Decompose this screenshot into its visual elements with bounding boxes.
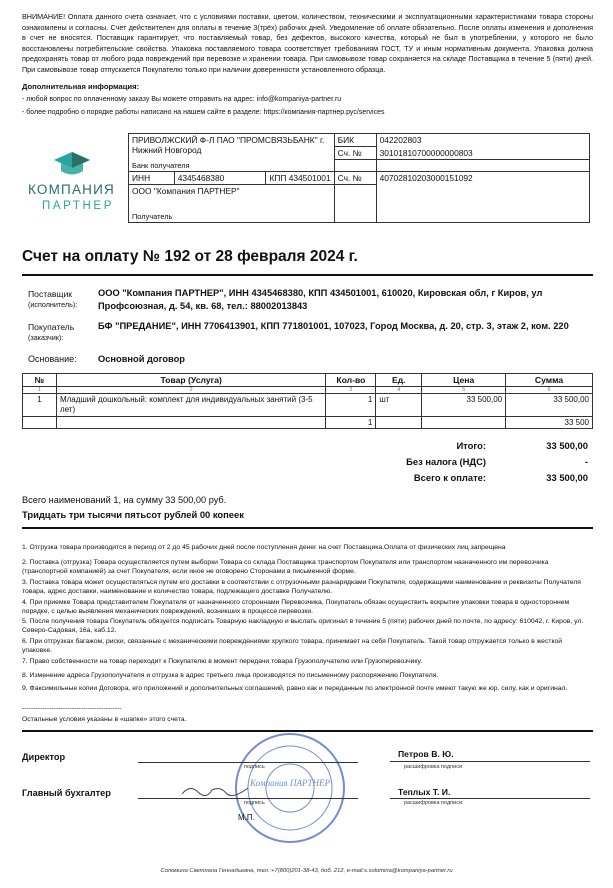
title-divider bbox=[22, 274, 593, 276]
itogo-label: Итого: bbox=[456, 440, 486, 451]
director-decode-line bbox=[390, 761, 590, 762]
director-decode-caption: расшифровка подписи bbox=[404, 764, 463, 770]
director-label: Директор bbox=[22, 752, 66, 762]
accountant-decode-line bbox=[390, 798, 590, 799]
supplier-label-block bbox=[28, 289, 77, 309]
ks-value: 30101810700000000803 bbox=[376, 147, 589, 160]
term-5: 5. После получения товара Покупатель обязуется подписать Товарную накладную и выслать оригинал в течение 5 (пяти) рабочих дней по почте, по адресу: 610042, г. Киров, ул. Северо-Садовая, 16а, каб.12. bbox=[22, 618, 584, 634]
mp-label: М.П. bbox=[238, 813, 255, 822]
nds-label: Без налога (НДС) bbox=[406, 456, 486, 467]
supplier-label: Поставщик bbox=[28, 289, 73, 299]
basis-label: Основание: bbox=[28, 354, 77, 364]
summary-divider bbox=[22, 527, 593, 529]
table-row bbox=[23, 394, 593, 417]
bik-value: 042202803 bbox=[376, 134, 589, 147]
bank-details-table bbox=[128, 133, 590, 223]
payment-notice: ВНИМАНИЕ! Оплата данного счета означает, что с условиями поставки, цветом, количеством, техническими и эксплуатационными характеристиками товара стороны ознакомлены и согласны. Счет действителен для оплаты в течение 3(трёх) рабочих дней. Уведомление об оплате обязательно. После оплаты изменения и дополнения в счет не вносятся. Поставщик гарантирует, что поставляемый товар, без дефектов, высокого качества, который не был в употреблении, у которого не было восстановлены потребительские свойства. Упаковка поставляемого товара соответствует требованиям ГОСТ, ТУ и иным нормативным документа. Упаковка должна предохранять товар от любого рода повреждений при перевозке и хранении товара. При самовывозе товар сохраняется на складе Поставщика в течение 5 (пяти) дней. При самовывозе товар отпускается Покупателю только при наличии доверенности установленного образца. bbox=[22, 12, 593, 74]
total-sum: 33 500 bbox=[506, 417, 593, 429]
company-logo bbox=[28, 150, 128, 220]
director-sign-line bbox=[138, 762, 358, 763]
term-4: 4. При приемке Товара представителем Покупателя от назначенного стороннами Перевозчика, Покупатель обязан осуществить вскрытие упаковки товара в одностороннем порядке, с целью выявления механических повреждений, возникших в процессе перевозки. bbox=[22, 599, 570, 615]
col-header-qty: Кол-во bbox=[326, 374, 376, 387]
additional-info-heading: Дополнительная информация: bbox=[22, 82, 140, 91]
row-sum: 33 500,00 bbox=[506, 394, 593, 417]
row-item-name: Младший дошкольный: комплект для индивидуальных занятий (3-5 лет) bbox=[56, 394, 325, 417]
colnum: 4 bbox=[376, 387, 422, 394]
row-unit: шт bbox=[376, 394, 422, 417]
terms-footer-note: Остальные условия указаны в «шапке» этого счета. bbox=[22, 716, 187, 723]
info-line-email: - любой вопрос по оплаченному заказу Вы можете отправить на адрес: info@kompaniya-partner.ru bbox=[22, 96, 342, 103]
kpp-value: 434501001 bbox=[288, 172, 331, 183]
row-number: 1 bbox=[23, 394, 57, 417]
recipient-org: ООО "Компания ПАРТНЕР" bbox=[129, 184, 335, 211]
bik-label: БИК bbox=[334, 134, 376, 147]
col-header-number: № bbox=[23, 374, 57, 387]
term-9: 9. Факсимильные копии Договора, его приложений и дополнительных соглашений, равно как и переданные по электронной почте имеют такую же юр. силу, как и оригинал. bbox=[22, 685, 568, 692]
col-header-item: Товар (Услуга) bbox=[56, 374, 325, 387]
supplier-sublabel: (исполнитель): bbox=[28, 300, 78, 309]
acc-value: 40702810203000151092 bbox=[376, 171, 589, 184]
itogo-value: 33 500,00 bbox=[546, 440, 588, 451]
summary-count: Всего наименований 1, на сумму 33 500,00 руб. bbox=[22, 495, 227, 505]
accountant-decode-caption: расшифровка подписи bbox=[404, 800, 463, 806]
term-1: 1. Отгрузка товара производится в период от 2 до 45 рабочих дней после поступления денег на счет Поставщика.Оплата от физических лиц запрещена bbox=[22, 544, 506, 551]
term-3: 3. Поставка товара может осуществляться путем его доставки в соответствии с отгрузочными разнарядками Покупателя, содержащими наименование и реквизиты Получателя товара, адрес доставки, наименование и количество товара, подлежащего доставке Получателю. bbox=[22, 579, 581, 595]
stamp-text: Компания ПАРТНЕР bbox=[250, 778, 330, 788]
ks-label: Сч. № bbox=[334, 147, 376, 160]
kpp-label: КПП bbox=[269, 172, 287, 183]
inn-label: ИНН bbox=[129, 171, 175, 184]
contact-footer: Соломина Светлана Геннадьевна, тел.:+7(800)201-38-43, доб. 212, e-mail:s.solomina@kompaniya-partner.ru bbox=[160, 868, 453, 874]
kpp-cell bbox=[266, 171, 334, 184]
column-numbers-row bbox=[23, 387, 593, 394]
nds-value: - bbox=[584, 456, 588, 467]
colnum: 3 bbox=[326, 387, 376, 394]
term-8: 8. Изменение адреса Грузополучателя и отгрузка в адрес третьего лица производятся по письменному распоряжению Покупателя. bbox=[22, 672, 439, 679]
invoice-title: Счет на оплату № 192 от 28 февраля 2024 г. bbox=[22, 248, 358, 265]
buyer-sublabel: (заказчик): bbox=[28, 333, 64, 342]
term-7: 7. Право собственности на товар переходит к Покупателю в момент передачи товара Грузополучателю или Грузоперевозчику. bbox=[22, 658, 423, 665]
terms-separator: -------------------------------------------- bbox=[22, 705, 122, 712]
colnum: 6 bbox=[506, 387, 593, 394]
graduation-cap-icon bbox=[52, 150, 92, 180]
row-price: 33 500,00 bbox=[422, 394, 506, 417]
buyer-value: БФ "ПРЕДАНИЕ", ИНН 7706413901, КПП 771801001, 107023, Город Москва, д. 20, стр. 3, этаж 2, ком. 220 bbox=[98, 321, 569, 331]
items-table bbox=[22, 373, 593, 429]
buyer-label-block bbox=[28, 322, 74, 342]
colnum: 1 bbox=[23, 387, 57, 394]
buyer-label: Покупатель bbox=[28, 322, 75, 332]
bank-name: ПРИВОЛЖСКИЙ Ф-Л ПАО "ПРОМСВЯЗЬБАНК" г. Нижний Новгород bbox=[129, 134, 335, 160]
term-2: 2. Поставка (отгрузка) Товара осуществляется путем выборки Товара со склада Поставщика транспортом Покупателя или транспортом назначенного им перевозчика (транспортной компанией) за счет Покупателя, если иное не оговорено Сторонами в письменной форме. bbox=[22, 559, 549, 575]
logo-name: КОМПАНИЯ bbox=[28, 182, 115, 197]
total-qty: 1 bbox=[326, 417, 376, 429]
col-header-unit: Ед. bbox=[376, 374, 422, 387]
table-total-row bbox=[23, 417, 593, 429]
inn-value: 4345468380 bbox=[174, 171, 266, 184]
total-label: Всего к оплате: bbox=[413, 472, 486, 483]
colnum: 5 bbox=[422, 387, 506, 394]
director-name: Петров В. Ю. bbox=[398, 749, 454, 759]
recipient-label: Получатель bbox=[129, 211, 335, 223]
colnum: 2 bbox=[56, 387, 325, 394]
col-header-sum: Сумма bbox=[506, 374, 593, 387]
supplier-value: ООО "Компания ПАРТНЕР", ИНН 4345468380, КПП 434501001, 610020, Кировская обл, г Киров, ул Профсоюзная, д. 54, кв. 68, тел.: 88002013843 bbox=[98, 288, 543, 311]
total-value: 33 500,00 bbox=[546, 472, 588, 483]
accountant-sign-line bbox=[138, 798, 358, 799]
logo-subtitle: ПАРТНЕР bbox=[42, 200, 114, 212]
term-6: 6. При отгрузках багажом, риски, связанные с механическими повреждениями хрупкого товара, принимает на себя Покупатель. Такой товар отгружается только в жесткой упаковке. bbox=[22, 638, 563, 654]
acc-label: Сч. № bbox=[334, 171, 376, 184]
col-header-price: Цена bbox=[422, 374, 506, 387]
accountant-label: Главный бухгалтер bbox=[22, 788, 111, 798]
director-sign-caption: подпись bbox=[244, 764, 265, 770]
accountant-sign-caption: подпись bbox=[244, 800, 265, 806]
recipient-bank-label: Банк получателя bbox=[129, 160, 335, 172]
info-line-site: - более подробно о порядке работы написано на нашем сайте в разделе: https://компания-партнер.рус/services bbox=[22, 109, 385, 116]
basis-value: Основной договор bbox=[98, 354, 185, 364]
accountant-name: Теплых Т. И. bbox=[398, 787, 451, 797]
row-qty: 1 bbox=[326, 394, 376, 417]
summary-words: Тридцать три тысячи пятьсот рублей 00 копеек bbox=[22, 509, 244, 520]
